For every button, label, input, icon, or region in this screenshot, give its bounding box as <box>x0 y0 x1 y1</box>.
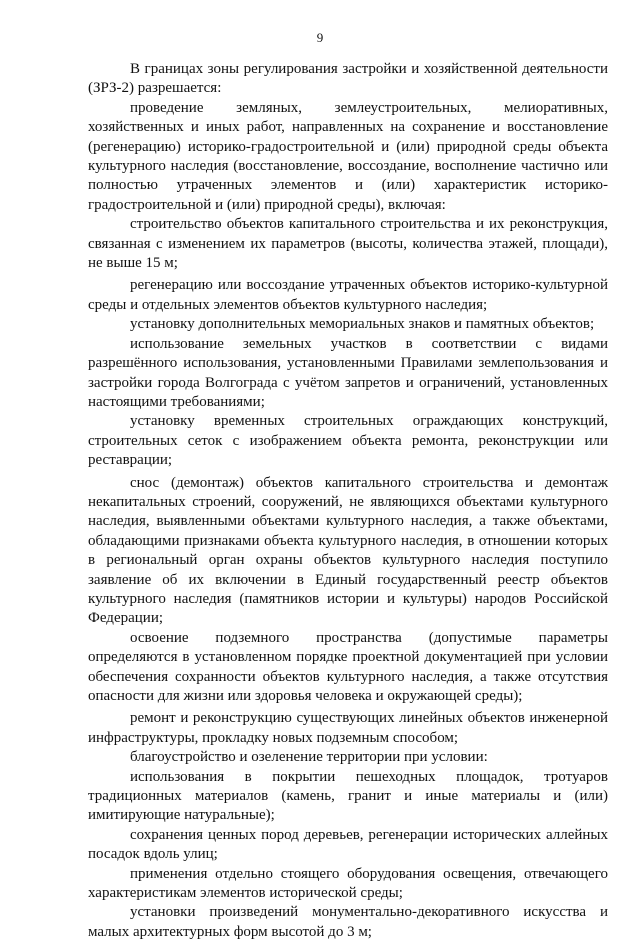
paragraph-regeneration: регенерацию или воссоздание утраченных объектов историко-культурной среды и отдельных элементов объектов культурного наследия; <box>88 277 608 313</box>
paragraph-earthworks: проведение земляных, землеустроительных, мелиоративных, хозяйственных и иных работ, направленных на сохранение и восстановление (регенерацию) историко-градостроительной и (или) природной среды объекта культурного наследия (восстановление, воссоздание, восполнение частично или полностью утраченных элементов и (или) характеристик историко-градостроительной и (или) природной среды), включая: <box>88 99 608 213</box>
paragraph-memorials: установку дополнительных мемориальных знаков и памятных объектов; <box>130 316 595 333</box>
paragraph-temporary-fences: установку временных строительных ограждающих конструкций, строительных сеток с изображением объекта ремонта, реконструкции или реставрации; <box>88 413 608 469</box>
paragraph-infrastructure: ремонт и реконструкцию существующих линейных объектов инженерной инфраструктуры, прокладку новых подземным способом; <box>88 710 608 746</box>
paragraph-landscaping: благоустройство и озеленение территории при условии: <box>130 749 488 766</box>
paragraph-trees: сохранения ценных пород деревьев, регенерации исторических аллейных посадок вдоль улиц; <box>88 826 608 863</box>
paragraph-demolition: снос (демонтаж) объектов капитального строительства и демонтаж некапитальных строений, сооружений, не являющихся объектами культурного наследия, выявленными объектами культурного наследия, а также объектами, обладающими признаками объекта культурного наследия, в отношении которых в региональный орган охраны объектов культурного наследия поступило заявление об их включении в Единый государственный реестр объектов культурного наследия (памятников истории и культуры) народов Российской Федерации; <box>88 474 608 627</box>
paragraph-land-use: использование земельных участков в соответствии с видами разрешённого использования, установленными Правилами землепользования и застройки города Волгограда с учётом запретов и ограничений, установленных настоящими требованиями; <box>88 335 608 410</box>
page-number: 9 <box>316 30 324 45</box>
paragraph-construction: строительство объектов капитального строительства и их реконструкция, связанная с изменением их параметров (высоты, количества этажей, площади), не выше 15 м; <box>88 216 608 272</box>
paragraph-paving: использования в покрытии пешеходных площадок, тротуаров традиционных материалов (камень, гранит и иные материалы и (или) имитирующие натуральные); <box>88 768 608 824</box>
paragraph-lighting: применения отдельно стоящего оборудования освещения, отвечающего характеристикам элементов исторической среды; <box>88 865 608 902</box>
paragraph-underground: освоение подземного пространства (допустимые параметры определяются в установленном порядке проектной документацией при условии обеспечения сохранности объектов культурного наследия, а также отсутствия опасности для жизни или здоровья человека и окружающей среды); <box>88 629 608 704</box>
paragraph-monuments: установки произведений монументально-декоративного искусства и малых архитектурных форм высотой до 3 м; <box>88 904 608 940</box>
paragraph-intro: В границах зоны регулирования застройки и хозяйственной деятельности (ЗРЗ-2) разрешается: <box>88 61 608 97</box>
document-body <box>88 60 608 942</box>
